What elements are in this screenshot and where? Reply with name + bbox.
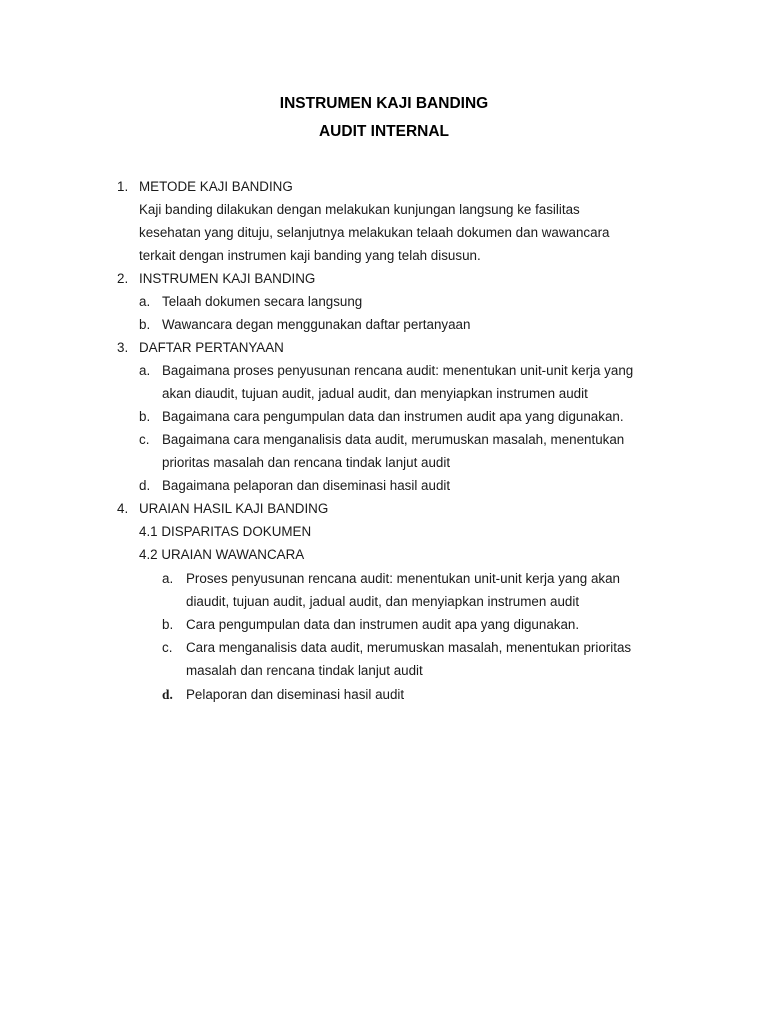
section-number: 1. — [117, 179, 129, 194]
list-marker: b. — [139, 409, 151, 424]
list-item-text: Bagaimana pelaporan dan diseminasi hasil audit — [162, 478, 451, 493]
list-marker: d. — [139, 478, 151, 493]
list-item-text: Bagaimana cara pengumpulan data dan instrumen audit apa yang digunakan. — [162, 409, 624, 424]
list-item-text: prioritas masalah dan rencana tindak lanjut audit — [162, 455, 451, 470]
list-marker: a. — [139, 363, 151, 378]
list-marker: d. — [162, 687, 173, 702]
list-item-text: Proses penyusunan rencana audit: menentukan unit-unit kerja yang akan — [186, 571, 620, 586]
section-number: 2. — [117, 271, 129, 286]
paragraph-line: Kaji banding dilakukan dengan melakukan kunjungan langsung ke fasilitas — [139, 202, 580, 217]
section-number: 4. — [117, 501, 129, 516]
subsection-heading: 4.2 URAIAN WAWANCARA — [139, 547, 305, 562]
list-marker: b. — [162, 617, 174, 632]
list-marker: a. — [162, 571, 174, 586]
section-heading: URAIAN HASIL KAJI BANDING — [139, 501, 329, 516]
list-marker: c. — [139, 432, 150, 447]
section-heading: METODE KAJI BANDING — [139, 179, 293, 194]
list-item-text: Cara menganalisis data audit, merumuskan masalah, menentukan prioritas — [186, 640, 632, 655]
section-heading: INSTRUMEN KAJI BANDING — [139, 271, 316, 286]
list-item-text: Wawancara degan menggunakan daftar pertanyaan — [162, 317, 471, 332]
paragraph-line: terkait dengan instrumen kaji banding yang telah disusun. — [139, 248, 481, 263]
list-item-text: masalah dan rencana tindak lanjut audit — [186, 663, 423, 678]
list-marker: a. — [139, 294, 151, 309]
document-subtitle: AUDIT INTERNAL — [318, 123, 450, 140]
paragraph-line: kesehatan yang dituju, selanjutnya melakukan telaah dokumen dan wawancara — [139, 225, 610, 240]
list-item-text: Pelaporan dan diseminasi hasil audit — [186, 687, 405, 702]
section-heading: DAFTAR PERTANYAAN — [139, 340, 284, 355]
list-item-text: Bagaimana cara menganalisis data audit, merumuskan masalah, menentukan — [162, 432, 625, 447]
list-item-text: Bagaimana proses penyusunan rencana audit: menentukan unit-unit kerja yang — [162, 363, 634, 378]
document-title: INSTRUMEN KAJI BANDING — [279, 95, 489, 112]
section-number: 3. — [117, 340, 129, 355]
list-marker: c. — [162, 640, 173, 655]
subsection-heading: 4.1 DISPARITAS DOKUMEN — [139, 524, 312, 539]
list-item-text: diaudit, tujuan audit, jadual audit, dan menyiapkan instrumen audit — [186, 594, 580, 609]
list-item-text: akan diaudit, tujuan audit, jadual audit, dan menyiapkan instrumen audit — [162, 386, 588, 401]
list-marker: b. — [139, 317, 151, 332]
list-item-text: Telaah dokumen secara langsung — [162, 294, 363, 309]
list-item-text: Cara pengumpulan data dan instrumen audit apa yang digunakan. — [186, 617, 580, 632]
